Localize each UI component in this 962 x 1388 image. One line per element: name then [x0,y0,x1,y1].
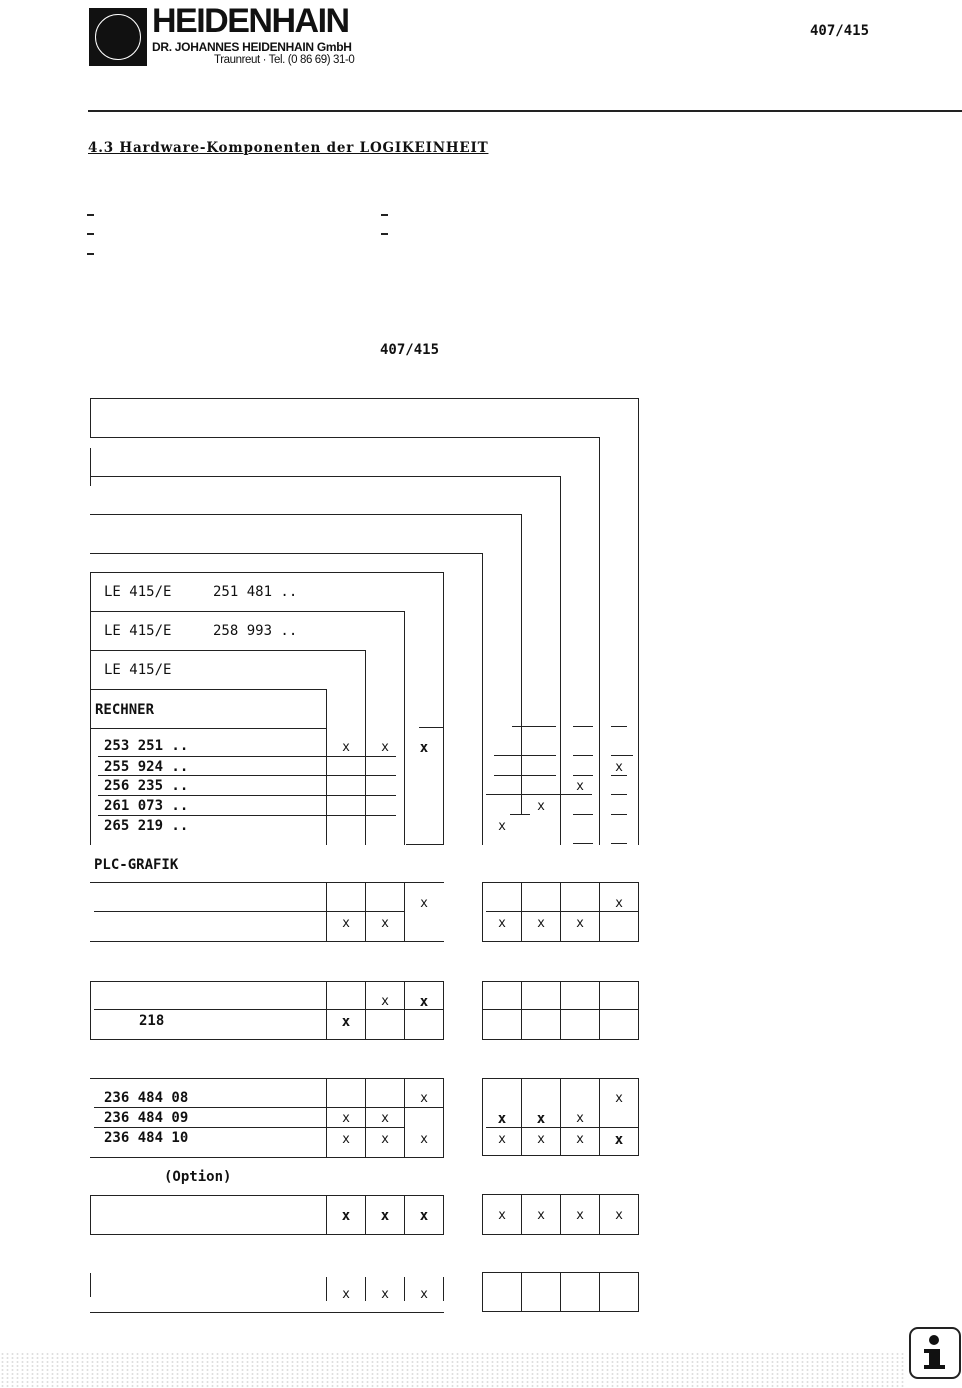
frame-line [90,882,444,883]
frame-line [90,1039,444,1040]
rechner-row-number: 255 924 .. [104,759,189,775]
frame-line [90,514,522,515]
mark-x: x [537,1208,545,1223]
section-title: 4.3 Hardware-Komponenten der LOGIKEINHEIT [88,140,489,156]
mark-x: x [614,1132,624,1148]
row-line [94,911,404,912]
mark-x: x [576,1132,584,1147]
row-line [611,755,633,756]
mark-x: x [381,1287,389,1302]
frame-line [560,882,561,942]
brand-name: HEIDENHAIN [152,2,349,40]
frame-line [90,981,91,1040]
mark-x: x [419,740,429,756]
frame-line [90,689,327,690]
row-line [98,815,396,816]
frame-line [521,981,522,1040]
rechner-row-number: 261 073 .. [104,798,189,814]
mark-x: x [536,1111,546,1127]
frame-line [482,981,483,1040]
frame-line [90,941,444,942]
le-row-label: LE 415/E [104,662,172,678]
frame-line [443,981,444,1040]
row-line [573,755,593,756]
frame-line [482,553,483,845]
mark-x: x [342,916,350,931]
frame-line [326,981,327,1040]
info-icon[interactable] [909,1327,961,1379]
frame-line [90,476,561,477]
row-line [573,843,593,844]
frame-line [326,882,327,942]
frame-line [90,1157,444,1158]
row-line [573,775,593,776]
frame-line [599,882,600,942]
row-line [406,844,444,845]
company-address: Traunreut · Tel. (0 86 69) 31-0 [214,54,355,66]
row-line [494,755,556,756]
row-line [486,1127,639,1128]
mark-x: x [419,1208,429,1224]
mark-x: x [498,916,506,931]
mark-x: x [381,740,389,755]
frame-line [90,611,405,612]
header-rule [88,110,962,112]
frame-line [90,572,444,573]
rechner-row-number: 265 219 .. [104,818,189,834]
frame-line [638,981,639,1040]
frame-line [404,882,405,942]
rechner-row-number: 256 235 .. [104,778,189,794]
frame-line [90,981,444,982]
row-line [494,775,556,776]
row-line [573,814,593,815]
frame-line [90,572,91,845]
mark-x: x [342,1132,350,1147]
frame-line [90,728,327,729]
mark-x: x [615,1091,623,1106]
frame-line [90,1195,91,1235]
mark-x: x [420,1091,428,1106]
row-line [98,756,396,757]
mark-x: x [498,819,506,834]
row-line [510,814,530,815]
frame-line [638,1272,639,1312]
frame-line [90,650,366,651]
frame-line [90,1078,444,1079]
info-icon-base [924,1365,945,1369]
mark-x: x [576,779,584,794]
block4-row-number: 236 484 10 [104,1130,189,1146]
frame-line [521,1272,522,1312]
frame-line [482,1272,483,1312]
frame-line [90,553,483,554]
frame-line [90,398,91,438]
frame-line [90,1195,444,1196]
bullet-dash [381,233,388,235]
row-line [94,1107,444,1108]
mark-x: x [498,1132,506,1147]
rechner-label: RECHNER [95,702,155,718]
mark-x: x [420,896,428,911]
block4-row-number: 236 484 08 [104,1090,189,1106]
row-line [419,727,443,728]
rechner-row-number: 253 251 .. [104,738,189,754]
block4-row-number: 236 484 09 [104,1110,189,1126]
row-line [94,1127,404,1128]
mark-x: x [576,1111,584,1126]
frame-line [365,981,366,1040]
le-row-label: LE 415/E [104,584,172,600]
row-line [512,726,556,727]
row-line [98,775,396,776]
frame-line [560,981,561,1040]
mark-x: x [420,1287,428,1302]
bullet-dash [87,253,94,255]
mark-x: x [342,740,350,755]
mark-x: x [498,1208,506,1223]
scan-noise [0,1352,905,1388]
bullet-dash [87,214,94,216]
table-model-number: 407/415 [380,342,440,358]
mark-x: x [576,1208,584,1223]
mark-x: x [342,1111,350,1126]
row-line [611,726,627,727]
frame-line [638,398,639,845]
frame-line [482,882,483,942]
mark-x: x [615,896,623,911]
mark-x: x [381,1132,389,1147]
mark-x: x [380,1208,390,1224]
header-model-number: 407/415 [810,23,870,39]
mark-x: x [537,916,545,931]
frame-line [638,882,639,942]
mark-x: x [419,994,429,1010]
row-line [98,795,396,796]
option-label: (Option) [164,1169,232,1185]
mark-x: x [341,1208,351,1224]
le-row-label: LE 415/E [104,623,172,639]
le-row-number: 251 481 .. [213,584,298,600]
row-line [611,775,627,776]
heidenhain-logo-icon [89,8,147,66]
frame-line [599,981,600,1040]
frame-line [599,1272,600,1312]
mark-x: x [615,760,623,775]
frame-line [90,1312,444,1313]
plc-grafik-label: PLC-GRAFIK [94,857,179,873]
frame-line [90,448,91,486]
frame-line [90,437,600,438]
mark-x: x [341,1014,351,1030]
frame-line [560,1272,561,1312]
row-line [611,843,627,844]
frame-line [521,882,522,942]
bullet-dash [87,233,94,235]
frame-line [90,1273,91,1297]
frame-line [365,882,366,942]
row-line [486,794,592,795]
frame-line [404,611,405,845]
block3-value: 218 [139,1013,165,1029]
frame-line [90,1234,444,1235]
frame-line [326,689,327,845]
mark-x: x [381,1111,389,1126]
logo-circle [95,14,141,60]
mark-x: x [576,916,584,931]
frame-line [404,981,405,1040]
company-name: DR. JOHANNES HEIDENHAIN GmbH [152,40,352,54]
frame-line [443,572,444,845]
mark-x: x [615,1208,623,1223]
row-line [611,814,627,815]
row-line [573,726,593,727]
mark-x: x [537,1132,545,1147]
frame-line [90,398,639,399]
frame-line [521,514,522,814]
row-line [611,794,627,795]
mark-x: x [497,1111,507,1127]
mark-x: x [381,916,389,931]
mark-x: x [381,994,389,1009]
info-icon-dot [929,1335,939,1345]
mark-x: x [342,1287,350,1302]
mark-x: x [420,1132,428,1147]
mark-x: x [537,799,545,814]
le-row-number: 258 993 .. [213,623,298,639]
bullet-dash [381,214,388,216]
